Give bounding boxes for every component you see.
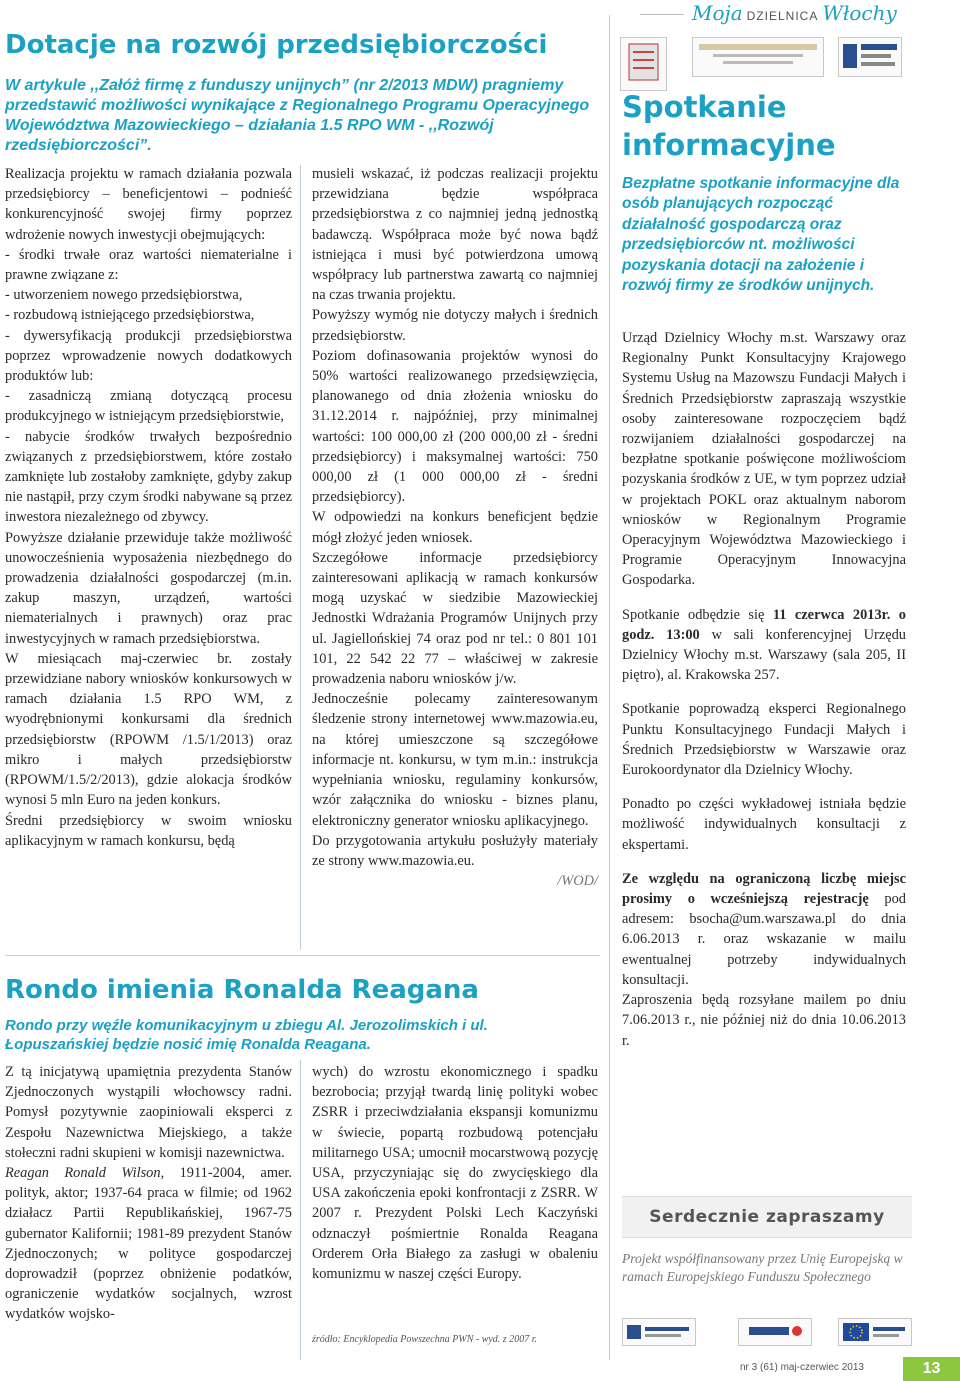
paragraph: - dywersyfikacją produkcji przedsiębiorstwa poprzez wprowadzenie nowych dodatkowych produktów lub:	[5, 327, 292, 385]
paragraph: W miesiącach maj-czerwiec br. zostały przewidziane nabory wniosków konkursowych w ramach działania 1.5 RPO WM, z wyodrębnionymi konkursami dla średnich przedsiębiorstw (RPOWM /1.5/1/2013) oraz mikro i małych przedsiębiorstw (RPOWM/1.5/2/2013), gdzie alokacja środków wynosi 5 mln Euro na jeden konkurs.	[5, 650, 292, 809]
registration-notice: Ze względu na ograniczoną liczbę miejsc prosimy o wcześniejszą rejestrację	[622, 870, 906, 908]
article-title-dotacje: Dotacje na rozwój przedsiębiorczości	[5, 30, 548, 60]
paragraph: Średni przedsiębiorcy w swoim wniosku aplikacyjnym w ramach konkursu, będą	[5, 812, 292, 849]
paragraph: Jednocześnie polecamy zainteresowanym śledzenie strony internetowej www.mazowia.eu, na której umieszczone są szczegółowe informacje nt. konkursu, w tym m.in.: instrukcja wypełniania wniosku, regulaminy konkursów, wzór załącznika do wniosku - biznes planu, elektroniczny generator wniosku aplikacyjnego.	[312, 691, 598, 829]
paragraph: Realizacja projektu w ramach działania pozwala przedsiębiorcy – beneficjentowi – podnieść konkurencyjność swojej firmy poprzez wdrożenie nowych inwestycji obejmujących:	[5, 166, 292, 243]
paragraph	[622, 869, 906, 990]
eu-flag-logo	[838, 1318, 912, 1346]
eu-cofinancing-note: Projekt współfinansowany przez Unię Europejską w ramach Europejskiego Funduszu Społecznego	[622, 1251, 903, 1284]
sidebar-divider	[609, 15, 610, 1360]
magazine-name-wlochy: Włochy	[822, 1, 897, 25]
paragraph: - rozbudową istniejącego przedsiębiorstwa,	[5, 307, 255, 324]
paragraph: Z tą inicjatywą upamiętnia prezydenta Stanów Zjednoczonych wystąpili włochowscy radni. Pomysł pozytywnie zaopiniowali eksperci z Zespołu Nazewnictwa Miejskiego, a także stołeczni radni skupieni w komisji nazewnictwa.	[5, 1064, 292, 1161]
closing-text: Serdecznie zapraszamy	[649, 1207, 885, 1227]
sidebar-title-line-1: Spotkanie	[622, 90, 787, 124]
paragraph-text: Spotkanie odbędzie się	[622, 606, 773, 623]
section-divider	[5, 955, 600, 956]
sidebar-title-line-2: informacyjne	[622, 128, 836, 162]
meeting-date: 11 czerwca 2013r. o godz. 13:00	[622, 606, 906, 643]
page-number-box	[903, 1357, 960, 1381]
paragraph: musieli wskazać, iż podczas realizacji projektu przewidziana będzie współpraca przedsiębiorstwa z co najmniej jedną jednostką badawczą. Współpraca może być nowa bądź istniejąca i musi być potwierdzona umową współpracy lub partnerstwa zawartą co najmniej na czas trwania projektu.	[312, 166, 598, 304]
paragraph-text: , 1911-2004, amer. polityk, aktor; 1937-64 praca w filmie; od 1962 działacz Partii Republikańskiej, 1967-75 gubernator Kalifornii; 1981-89 prezydent Stanów Zjednoczonych; w polityce gospodarczej doprowadził (poprzez obniżenie podatków, ograniczenie wydatków socjalnych, wzrost wydatków wojsko-	[5, 1165, 292, 1323]
magazine-header	[640, 0, 940, 30]
person-name: Reagan Ronald Wilson	[5, 1165, 161, 1182]
kapital-ludzki-logo	[622, 1318, 696, 1346]
magazine-name-dzielnica: DZIELNICA	[746, 9, 819, 23]
sidebar-lead: Bezpłatne spotkanie informacyjne dla osób planujących rozpocząć działalność gospodarczą oraz przedsiębiorców nt. możliwości pozyskania dotacji na założenie i rozwój firmy ze środków unijnych.	[622, 175, 900, 295]
paragraph: Do przygotowania artykułu posłużyły materiały ze strony www.mazowia.eu.	[312, 832, 598, 869]
column-divider	[300, 1060, 301, 1360]
paragraph-text: w sali konferencyjnej Urzędu Dzielnicy Włochy m.st. Warszawy (sala 205, II piętro), al. Krakowska 257.	[622, 626, 906, 684]
sidebar-title	[622, 88, 836, 164]
article-rondo-column-2	[312, 1062, 598, 1284]
closing-banner	[622, 1196, 912, 1238]
paragraph: Urząd Dzielnicy Włochy m.st. Warszawy oraz Regionalny Punkt Konsultacyjny Krajowego Systemu Usług na Mazowszu Fundacji Małych i Średnich Przedsiębiorstw zapraszają wszystkie osoby zainteresowane rozpoczęciem bądź rozwijaniem działalności gospodarczej na bezpłatne spotkanie poświęcone możliwościom pozyskania środków z UE, w tym poprzez udział w projektach POKL oraz aktualnym naborom wniosków w Regionalnym Programie Operacyjnym Województwa Mazowieckiego i Programie Operacyjnym Innowacyjna Gospodarka.	[622, 330, 906, 589]
page-number: 13	[922, 1360, 941, 1377]
sidebar-body	[622, 328, 906, 1051]
paragraph	[622, 605, 906, 686]
paragraph: Powyższy wymóg nie dotyczy małych i średnich przedsiębiorstw.	[312, 307, 598, 344]
paragraph: Spotkanie poprowadzą eksperci Regionalnego Punktu Konsultacyjnego Fundacji Małych i Średnich Przedsiębiorstw w Warszawie oraz Eurokoordynator dla Dzielnicy Włochy.	[622, 701, 906, 779]
paragraph	[5, 1163, 292, 1325]
ksu-logo	[838, 37, 902, 77]
paragraph: Poziom dofinasowania projektów wynosi do 50% wartości realizowanego przedsięwzięcia, planowanego od dnia złożenia wniosku do 31.12.2014 r. najpóźniej, przy minimalnej wartości: 100 000,00 zł (200 000,00 zł - średni przedsiębiorcy) i maksymalnej wartości: 750 000,00 zł (1 000 000,00 zł - średni przedsiębiorcy).	[312, 347, 598, 506]
paragraph: Powyższe działanie przewiduje także możliwość unowocześnienia wyposażenia niezbędnego do prowadzenia działalności gospodarczej (m.in. zakup maszyn, urządzeń, wartości niematerialnych i prawnych) oraz prac inwestycyjnych w ramach przedsiębiorstwa.	[5, 529, 292, 647]
source-note: źródło: Encyklopedia Powszechna PWN - wyd. z 2007 r.	[312, 1334, 537, 1345]
paragraph: Ponadto po części wykładowej istniała będzie możliwość indywidualnych konsultacji z ekspertami.	[622, 796, 906, 853]
paragraph: - utworzeniem nowego przedsiębiorstwa,	[5, 287, 243, 304]
article-title-rondo: Rondo imienia Ronalda Reagana	[5, 975, 479, 1005]
district-logo	[620, 37, 667, 91]
article-rondo-column-1	[5, 1062, 292, 1325]
article-dotacje-column-2	[312, 164, 598, 891]
paragraph-text: pod adresem: bsocha@um.warszawa.pl do dnia 6.06.2013 r. oraz wskazanie w mailu ewentualnej potrzeby indywidualnych konsultacji.	[622, 891, 906, 988]
article-lead-rondo: Rondo przy węźle komunikacyjnym u zbiegu Al. Jerozolimskich i ul. Łopuszańskiej będzie nosić imię Ronalda Reagana.	[5, 1017, 488, 1053]
article-lead-dotacje: W artykule ,,Załóż firmę z funduszy unijnych” (nr 2/2013 MDW) pragniemy przedstawić możliwości wynikające z Regionalnego Programu Operacyjnego Województwa Mazowieckiego – działania 1.5 RPO WM - ,,Rozwój rzedsiębiorczości”.	[5, 77, 590, 154]
paragraph: Zaproszenia będą rozsyłane mailem po dniu 7.06.2013 r., nie później niż do dnia 10.06.2013 r.	[622, 992, 906, 1049]
paragraph: - zasadniczą zmianą dotyczącą procesu produkcyjnego w istniejącym przedsiębiorstwie,	[5, 388, 292, 425]
foundation-logo	[692, 37, 824, 77]
column-divider	[300, 165, 301, 950]
paragraph: wych) do wzrostu ekonomicznego i spadku bezrobocia; przyjął twardą linię polityki wobec ZSRR i przeciwdziałania ekspansji komunizmu w świecie, popartą rozbudową potencjału militarnego USA; umocnił mocarstwową pozycję USA, przyczyniając się do zwycięskiego dla USA zakończenia epoki konfrontacji z ZSRR. W 2007 r. Prezydent Polski Lech Kaczyński odznaczył pośmiertnie Ronalda Reagana Orderem Orła Białego za zasługi w obaleniu komunizmu w naszej części Europy.	[312, 1064, 598, 1283]
paragraph: - nabycie środków trwałych bezpośrednio związanych z przedsiębiorstwem, które zostało zamknięte lub zostałoby zamknięte, gdyby zakup nie nastąpił, przy czym środki nabywane są przez inwestora niezależnego od zbywcy.	[5, 428, 292, 526]
issue-info: nr 3 (61) maj-czerwiec 2013	[740, 1362, 864, 1373]
article-dotacje-column-1	[5, 164, 292, 851]
paragraph: Szczegółowe informacje przedsiębiorcy zainteresowani aplikacją w ramach konkursów mogą uzyskać w siedzibie Mazowieckiej Jednostki Wdrażania Programów Unijnych przy ul. Jagiellońskiej 74 oraz pod nr tel.: 0 801 101 101, 22 542 22 77 – właściwej w zakresie prowadzenia naboru wniosków j/w.	[312, 549, 598, 688]
magazine-name-moja: Moja	[692, 1, 743, 25]
signature: /WOD/	[557, 873, 598, 890]
paragraph: W odpowiedzi na konkurs beneficjent będzie mógł złożyć jeden wniosek.	[312, 509, 598, 546]
paragraph: - środki trwałe oraz wartości niematerialne i prawne związane z:	[5, 246, 292, 284]
parp-logo	[738, 1318, 812, 1346]
